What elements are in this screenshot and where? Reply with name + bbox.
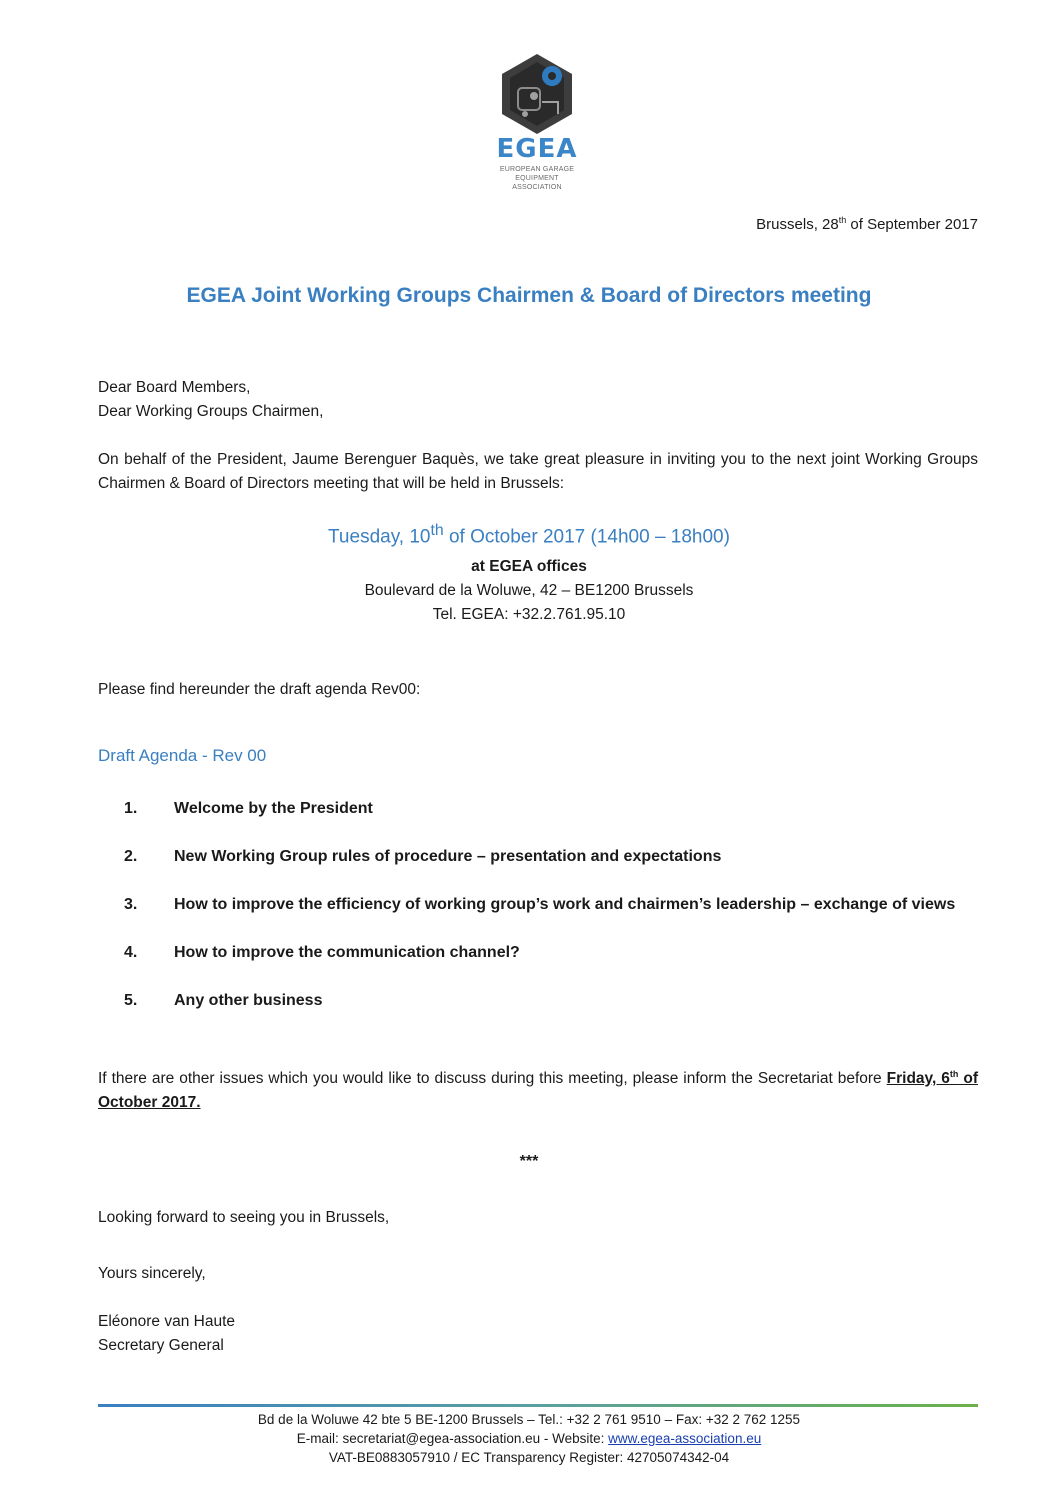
issues-text: If there are other issues which you would like to discuss during this meeting, please inform the Secretariat before — [98, 1070, 887, 1088]
footer-registration: VAT-BE0883057910 / EC Transparency Register: 42705074342-04 — [328, 1450, 730, 1465]
agenda-heading: Draft Agenda - Rev 00 — [98, 746, 267, 765]
closing-line: Looking forward to seeing you in Brussels, — [98, 1209, 390, 1226]
agenda-item-text: New Working Group rules of procedure – presentation and expectations — [174, 848, 722, 865]
footer-address: Bd de la Woluwe 42 bte 5 BE-1200 Brussels – Tel.: +32 2 761 9510 – Fax: +32 2 762 1255 — [257, 1412, 801, 1427]
salutation-line-2: Dear Working Groups Chairmen, — [98, 403, 324, 420]
agenda-item-number: 2. — [124, 848, 138, 865]
agenda-item — [124, 848, 721, 866]
footer-email: E-mail: secretariat@egea-association.eu - Website: — [296, 1431, 609, 1446]
meeting-venue: at EGEA offices — [471, 558, 587, 575]
footer-rule — [98, 1404, 978, 1407]
signatory-name: Eléonore van Haute — [98, 1313, 236, 1330]
meeting-address: Boulevard de la Woluwe, 42 – BE1200 Brussels — [364, 582, 694, 599]
document-title: EGEA Joint Working Groups Chairmen & Board of Directors meeting — [186, 284, 872, 307]
signoff-line: Yours sincerely, — [98, 1265, 206, 1282]
agenda-item — [124, 896, 955, 914]
agenda-item-text: Any other business — [174, 992, 323, 1009]
separator-stars: *** — [519, 1153, 539, 1170]
agenda-intro: Please find hereunder the draft agenda Rev00: — [98, 681, 421, 698]
agenda-item-number: 1. — [124, 800, 138, 817]
agenda-item-number: 5. — [124, 992, 138, 1009]
garage-equipment-hexagon-icon — [478, 52, 596, 134]
meeting-date-prefix: Tuesday, 10 — [328, 526, 431, 548]
agenda-item-text: How to improve the communication channel? — [174, 944, 520, 961]
date-prefix: Brussels, 28 — [756, 216, 839, 233]
date-sup: th — [838, 215, 847, 225]
agenda-item-number: 3. — [124, 896, 138, 913]
agenda-item — [124, 800, 373, 818]
issues-paragraph — [98, 1062, 978, 1115]
logo-tagline — [478, 165, 596, 192]
meeting-phone: Tel. EGEA: +32.2.761.95.10 — [432, 606, 626, 623]
issues-deadline-sup: th — [949, 1069, 959, 1079]
logo-tagline-line1: EUROPEAN GARAGE EQUIPMENT — [499, 166, 575, 182]
salutation — [98, 376, 978, 424]
issues-deadline-prefix: Friday, 6 — [886, 1070, 950, 1088]
agenda-item-text: Welcome by the President — [174, 800, 373, 817]
intro-paragraph: On behalf of the President, Jaume Berenguer Baquès, we take great pleasure in inviting you to the next joint Working Groups Chairmen & Board of Directors meeting that will be held in Brussels: — [98, 451, 978, 492]
footer-contact — [0, 1429, 1058, 1448]
salutation-line-1: Dear Board Members, — [98, 379, 251, 396]
logo-wordmark: EGEA — [496, 134, 578, 164]
agenda-item-text: How to improve the efficiency of working group’s work and chairmen’s leadership – exchange of views — [174, 896, 956, 913]
meeting-date-suffix: of October 2017 (14h00 – 18h00) — [443, 526, 730, 548]
egea-logo — [478, 52, 596, 192]
logo-tagline-line2: ASSOCIATION — [512, 184, 562, 191]
signatory-role: Secretary General — [98, 1337, 224, 1354]
footer-website-link[interactable]: www.egea-association.eu — [608, 1431, 762, 1446]
meeting-date — [0, 522, 1058, 548]
agenda-item-number: 4. — [124, 944, 138, 961]
issues-deadline-suffix: of October 2017. — [98, 1070, 978, 1112]
agenda-item — [124, 944, 520, 962]
agenda-item — [124, 992, 322, 1010]
meeting-date-sup: th — [430, 522, 444, 539]
date-suffix: of September 2017 — [846, 216, 978, 233]
letter-date — [756, 215, 978, 233]
